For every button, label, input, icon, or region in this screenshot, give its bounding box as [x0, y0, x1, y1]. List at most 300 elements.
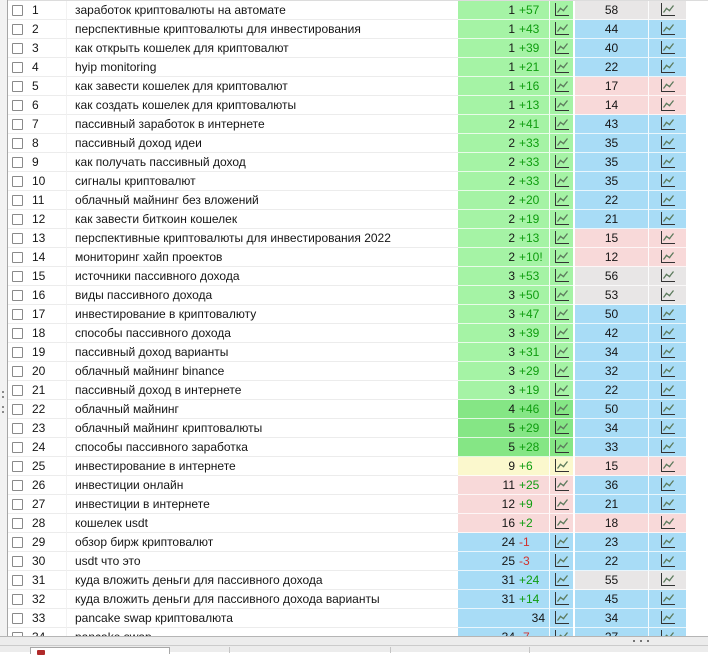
line-chart-icon[interactable]	[660, 478, 676, 492]
line-chart-icon[interactable]	[660, 440, 676, 454]
checkbox-cell	[8, 96, 28, 115]
table-row	[8, 39, 708, 58]
row-checkbox[interactable]	[12, 556, 23, 567]
position-history-cell[interactable]	[549, 571, 573, 590]
position-cell[interactable]	[458, 343, 549, 362]
position-history-cell[interactable]	[549, 1, 573, 20]
frequency-history-cell[interactable]	[648, 58, 686, 77]
line-chart-icon[interactable]	[660, 364, 676, 378]
line-chart-icon[interactable]	[554, 41, 570, 55]
keyword-label[interactable]: usdt что это	[66, 552, 458, 571]
position-history-cell[interactable]	[549, 191, 573, 210]
frequency-cell[interactable]: 35	[575, 134, 648, 153]
position-value: 4	[508, 402, 515, 416]
line-chart-icon[interactable]	[660, 3, 676, 17]
line-chart-icon[interactable]	[660, 41, 676, 55]
position-history-cell[interactable]	[549, 552, 573, 571]
position-value: 16	[501, 516, 515, 530]
row-checkbox[interactable]	[12, 43, 23, 54]
frequency-cell[interactable]: 36	[575, 476, 648, 495]
position-history-cell[interactable]	[549, 438, 573, 457]
position-value: 1	[508, 98, 515, 112]
line-chart-icon[interactable]	[660, 22, 676, 36]
position-cell[interactable]	[458, 381, 549, 400]
row-checkbox[interactable]	[12, 138, 23, 149]
keyword-label[interactable]: виды пассивного дохода	[66, 286, 458, 305]
line-chart-icon[interactable]	[554, 98, 570, 112]
position-history-cell[interactable]	[549, 115, 573, 134]
keyword-label[interactable]: как завести биткоин кошелек	[66, 210, 458, 229]
line-chart-icon[interactable]	[660, 60, 676, 74]
line-chart-icon[interactable]	[660, 535, 676, 549]
tab-divider	[390, 647, 391, 653]
line-chart-icon[interactable]	[554, 383, 570, 397]
line-chart-icon[interactable]	[554, 440, 570, 454]
row-number: 5	[28, 77, 66, 96]
line-chart-icon[interactable]	[554, 497, 570, 511]
line-chart-icon[interactable]	[660, 174, 676, 188]
row-checkbox[interactable]	[12, 309, 23, 320]
keyword-label[interactable]: pancake swap криптовалюта	[66, 609, 458, 628]
row-checkbox[interactable]	[12, 100, 23, 111]
frequency-cell[interactable]: 42	[575, 324, 648, 343]
keyword-label[interactable]: перспективные криптовалюты для инвестирования	[66, 20, 458, 39]
line-chart-icon[interactable]	[554, 535, 570, 549]
position-change: +19	[519, 383, 540, 397]
frequency-history-cell[interactable]	[648, 419, 686, 438]
keyword-label[interactable]: способы пассивного заработка	[66, 438, 458, 457]
position-history-cell[interactable]	[549, 457, 573, 476]
frequency-cell[interactable]: 15	[575, 229, 648, 248]
table-row	[8, 210, 708, 229]
keyword-label[interactable]: сигналы криптовалют	[66, 172, 458, 191]
frequency-history-cell[interactable]	[648, 476, 686, 495]
frequency-history-cell[interactable]	[648, 609, 686, 628]
row-checkbox[interactable]	[12, 347, 23, 358]
position-cell[interactable]	[458, 286, 549, 305]
position-history-cell[interactable]	[549, 381, 573, 400]
frequency-history-cell[interactable]	[648, 286, 686, 305]
keyword-label[interactable]: куда вложить деньги для пассивного дохода	[66, 571, 458, 590]
line-chart-icon[interactable]	[554, 611, 570, 625]
line-chart-icon[interactable]	[554, 79, 570, 93]
keyword-label[interactable]: инвестиции в интернете	[66, 495, 458, 514]
keyword-label[interactable]: облачный майнинг без вложений	[66, 191, 458, 210]
row-checkbox[interactable]	[12, 594, 23, 605]
frequency-history-cell[interactable]	[648, 191, 686, 210]
row-checkbox[interactable]	[12, 518, 23, 529]
frequency-cell[interactable]: 35	[575, 172, 648, 191]
row-checkbox[interactable]	[12, 119, 23, 130]
frequency-history-cell[interactable]	[648, 400, 686, 419]
row-number: 14	[28, 248, 66, 267]
position-value: 3	[508, 269, 515, 283]
keyword-label[interactable]: обзор бирж криптовалют	[66, 533, 458, 552]
line-chart-icon[interactable]	[554, 516, 570, 530]
line-chart-icon[interactable]	[554, 250, 570, 264]
keyword-label[interactable]: кошелек usdt	[66, 514, 458, 533]
row-checkbox[interactable]	[12, 385, 23, 396]
line-chart-icon[interactable]	[660, 231, 676, 245]
position-value: 3	[508, 383, 515, 397]
frequency-history-cell[interactable]	[648, 115, 686, 134]
line-chart-icon[interactable]	[660, 345, 676, 359]
frequency-cell[interactable]: 23	[575, 533, 648, 552]
position-cell[interactable]	[458, 571, 549, 590]
line-chart-icon[interactable]	[554, 402, 570, 416]
row-checkbox[interactable]	[12, 423, 23, 434]
keyword-label[interactable]: инвестирование в интернете	[66, 457, 458, 476]
position-history-cell[interactable]	[549, 305, 573, 324]
keyword-label[interactable]: пассивный доход варианты	[66, 343, 458, 362]
line-chart-icon[interactable]	[660, 383, 676, 397]
position-history-cell[interactable]	[549, 248, 573, 267]
keyword-label[interactable]: hyip monitoring	[66, 58, 458, 77]
position-history-cell[interactable]	[549, 229, 573, 248]
checkbox-cell	[8, 210, 28, 229]
position-change: +41	[519, 117, 540, 131]
frequency-cell[interactable]: 22	[575, 191, 648, 210]
checkbox-cell	[8, 571, 28, 590]
line-chart-icon[interactable]	[554, 3, 570, 17]
position-history-cell[interactable]	[549, 476, 573, 495]
position-cell[interactable]	[458, 172, 549, 191]
frequency-cell[interactable]: 55	[575, 571, 648, 590]
frequency-history-cell[interactable]	[648, 248, 686, 267]
keyword-label[interactable]: как получать пассивный доход	[66, 153, 458, 172]
line-chart-icon[interactable]	[554, 459, 570, 473]
frequency-cell[interactable]: 53	[575, 286, 648, 305]
frequency-cell[interactable]: 34	[575, 609, 648, 628]
position-history-cell[interactable]	[549, 609, 573, 628]
row-number: 2	[28, 20, 66, 39]
line-chart-icon[interactable]	[660, 98, 676, 112]
line-chart-icon[interactable]	[554, 573, 570, 587]
frequency-cell[interactable]: 15	[575, 457, 648, 476]
position-history-cell[interactable]	[549, 58, 573, 77]
frequency-cell[interactable]: 12	[575, 248, 648, 267]
line-chart-icon[interactable]	[660, 497, 676, 511]
splitter-grip-icon[interactable]	[2, 391, 4, 393]
keyword-label[interactable]: заработок криптовалюты на автомате	[66, 1, 458, 20]
line-chart-icon[interactable]	[660, 193, 676, 207]
line-chart-icon[interactable]	[660, 402, 676, 416]
line-chart-icon[interactable]	[554, 22, 570, 36]
frequency-history-cell[interactable]	[648, 20, 686, 39]
table-row	[8, 533, 708, 552]
position-history-cell[interactable]	[549, 267, 573, 286]
row-checkbox[interactable]	[12, 366, 23, 377]
line-chart-icon[interactable]	[660, 212, 676, 226]
line-chart-icon[interactable]	[554, 326, 570, 340]
frequency-cell[interactable]: 22	[575, 552, 648, 571]
position-history-cell[interactable]	[549, 400, 573, 419]
position-history-cell[interactable]	[549, 20, 573, 39]
frequency-history-cell[interactable]	[648, 324, 686, 343]
position-cell[interactable]	[458, 1, 549, 20]
position-cell[interactable]	[458, 115, 549, 134]
line-chart-icon[interactable]	[554, 288, 570, 302]
position-change: +29	[519, 364, 540, 378]
position-cell[interactable]	[458, 248, 549, 267]
position-cell[interactable]	[458, 229, 549, 248]
position-cell[interactable]	[458, 324, 549, 343]
position-history-cell[interactable]	[549, 134, 573, 153]
position-history-cell[interactable]	[549, 286, 573, 305]
position-cell[interactable]	[458, 438, 549, 457]
position-history-cell[interactable]	[549, 343, 573, 362]
line-chart-icon[interactable]	[660, 459, 676, 473]
keyword-label[interactable]: пассивный доход идеи	[66, 134, 458, 153]
row-checkbox[interactable]	[12, 404, 23, 415]
position-cell[interactable]	[458, 362, 549, 381]
table-row	[8, 400, 708, 419]
position-cell[interactable]	[458, 153, 549, 172]
table-row	[8, 324, 708, 343]
line-chart-icon[interactable]	[554, 212, 570, 226]
frequency-history-cell[interactable]	[648, 590, 686, 609]
position-cell[interactable]	[458, 267, 549, 286]
line-chart-icon[interactable]	[554, 117, 570, 131]
position-cell[interactable]	[458, 191, 549, 210]
row-checkbox[interactable]	[12, 442, 23, 453]
keyword-label[interactable]: способы пассивного дохода	[66, 324, 458, 343]
line-chart-icon[interactable]	[554, 193, 570, 207]
frequency-cell[interactable]: 21	[575, 495, 648, 514]
frequency-history-cell[interactable]	[648, 438, 686, 457]
line-chart-icon[interactable]	[554, 174, 570, 188]
row-checkbox[interactable]	[12, 328, 23, 339]
position-cell[interactable]	[458, 134, 549, 153]
position-cell[interactable]	[458, 533, 549, 552]
row-checkbox[interactable]	[12, 157, 23, 168]
line-chart-icon[interactable]	[660, 250, 676, 264]
position-history-cell[interactable]	[549, 96, 573, 115]
position-history-cell[interactable]	[549, 590, 573, 609]
line-chart-icon[interactable]	[554, 345, 570, 359]
line-chart-icon[interactable]	[554, 307, 570, 321]
keyword-label[interactable]: мониторинг хайп проектов	[66, 248, 458, 267]
active-sheet-tab[interactable]	[30, 647, 170, 654]
frequency-cell[interactable]: 21	[575, 210, 648, 229]
row-checkbox[interactable]	[12, 271, 23, 282]
line-chart-icon[interactable]	[660, 554, 676, 568]
keyword-label[interactable]: перспективные криптовалюты для инвестирования 2022	[66, 229, 458, 248]
frequency-cell[interactable]: 45	[575, 590, 648, 609]
keyword-label[interactable]: облачный майнинг binance	[66, 362, 458, 381]
keyword-label[interactable]: как создать кошелек для криптовалюты	[66, 96, 458, 115]
position-value: 11	[502, 478, 515, 492]
tab-divider	[229, 647, 230, 653]
frequency-history-cell[interactable]	[648, 153, 686, 172]
position-history-cell[interactable]	[549, 533, 573, 552]
line-chart-icon[interactable]	[660, 592, 676, 606]
line-chart-icon[interactable]	[660, 307, 676, 321]
row-checkbox[interactable]	[12, 81, 23, 92]
position-cell[interactable]	[458, 58, 549, 77]
row-checkbox[interactable]	[12, 62, 23, 73]
keyword-label[interactable]: как открыть кошелек для криптовалют	[66, 39, 458, 58]
line-chart-icon[interactable]	[660, 573, 676, 587]
line-chart-icon[interactable]	[660, 117, 676, 131]
line-chart-icon[interactable]	[660, 269, 676, 283]
frequency-history-cell[interactable]	[648, 267, 686, 286]
line-chart-icon[interactable]	[554, 592, 570, 606]
line-chart-icon[interactable]	[554, 478, 570, 492]
frequency-cell[interactable]: 35	[575, 153, 648, 172]
frequency-cell[interactable]: 40	[575, 39, 648, 58]
keyword-label[interactable]: как завести кошелек для криптовалют	[66, 77, 458, 96]
frequency-cell[interactable]: 14	[575, 96, 648, 115]
frequency-history-cell[interactable]	[648, 172, 686, 191]
position-history-cell[interactable]	[549, 362, 573, 381]
position-cell[interactable]	[458, 590, 549, 609]
line-chart-icon[interactable]	[554, 60, 570, 74]
position-history-cell[interactable]	[549, 153, 573, 172]
frequency-history-cell[interactable]	[648, 210, 686, 229]
frequency-history-cell[interactable]	[648, 514, 686, 533]
keyword-label[interactable]: источники пассивного дохода	[66, 267, 458, 286]
row-checkbox[interactable]	[12, 480, 23, 491]
frequency-history-cell[interactable]	[648, 305, 686, 324]
frequency-history-cell[interactable]	[648, 343, 686, 362]
row-checkbox[interactable]	[12, 537, 23, 548]
position-cell[interactable]	[458, 419, 549, 438]
frequency-cell[interactable]: 34	[575, 343, 648, 362]
position-cell[interactable]	[458, 476, 549, 495]
position-cell[interactable]	[458, 514, 549, 533]
line-chart-icon[interactable]	[554, 364, 570, 378]
position-cell[interactable]	[458, 96, 549, 115]
frequency-cell[interactable]: 33	[575, 438, 648, 457]
frequency-cell[interactable]: 43	[575, 115, 648, 134]
frequency-cell[interactable]: 58	[575, 1, 648, 20]
frequency-cell[interactable]: 32	[575, 362, 648, 381]
frequency-history-cell[interactable]	[648, 134, 686, 153]
frequency-cell[interactable]: 22	[575, 381, 648, 400]
frequency-cell[interactable]: 50	[575, 305, 648, 324]
line-chart-icon[interactable]	[554, 421, 570, 435]
line-chart-icon[interactable]	[660, 421, 676, 435]
position-cell[interactable]	[458, 77, 549, 96]
row-checkbox[interactable]	[12, 613, 23, 624]
line-chart-icon[interactable]	[554, 231, 570, 245]
frequency-cell[interactable]: 34	[575, 419, 648, 438]
keyword-label[interactable]: облачный майнинг	[66, 400, 458, 419]
frequency-cell[interactable]: 18	[575, 514, 648, 533]
line-chart-icon[interactable]	[660, 79, 676, 93]
row-checkbox[interactable]	[12, 195, 23, 206]
position-change: +2	[519, 516, 533, 530]
position-history-cell[interactable]	[549, 210, 573, 229]
position-cell[interactable]	[458, 609, 549, 628]
row-checkbox[interactable]	[12, 499, 23, 510]
frequency-cell[interactable]: 56	[575, 267, 648, 286]
position-history-cell[interactable]	[549, 495, 573, 514]
frequency-cell[interactable]: 17	[575, 77, 648, 96]
position-history-cell[interactable]	[549, 77, 573, 96]
position-value: 1	[508, 60, 515, 74]
position-change: +33	[519, 136, 540, 150]
frequency-history-cell[interactable]	[648, 362, 686, 381]
position-cell[interactable]	[458, 552, 549, 571]
line-chart-icon[interactable]	[660, 516, 676, 530]
line-chart-icon[interactable]	[660, 288, 676, 302]
frequency-history-cell[interactable]	[648, 1, 686, 20]
line-chart-icon[interactable]	[554, 554, 570, 568]
table-row	[8, 153, 708, 172]
row-checkbox[interactable]	[12, 290, 23, 301]
keyword-label[interactable]: облачный майнинг криптовалюты	[66, 419, 458, 438]
table-row	[8, 514, 708, 533]
frequency-history-cell[interactable]	[648, 552, 686, 571]
frequency-history-cell[interactable]	[648, 571, 686, 590]
keyword-label[interactable]: инвестиции онлайн	[66, 476, 458, 495]
position-cell[interactable]	[458, 305, 549, 324]
position-history-cell[interactable]	[549, 39, 573, 58]
keyword-label[interactable]: пассивный доход в интернете	[66, 381, 458, 400]
keyword-label[interactable]: куда вложить деньги для пассивного дохода варианты	[66, 590, 458, 609]
line-chart-icon[interactable]	[554, 269, 570, 283]
line-chart-icon[interactable]	[660, 611, 676, 625]
row-checkbox[interactable]	[12, 575, 23, 586]
position-change: +16	[519, 79, 540, 93]
frequency-history-cell[interactable]	[648, 381, 686, 400]
position-cell[interactable]	[458, 210, 549, 229]
position-history-cell[interactable]	[549, 324, 573, 343]
frequency-history-cell[interactable]	[648, 39, 686, 58]
line-chart-icon[interactable]	[554, 155, 570, 169]
row-checkbox[interactable]	[12, 5, 23, 16]
frequency-history-cell[interactable]	[648, 229, 686, 248]
position-history-cell[interactable]	[549, 419, 573, 438]
row-number: 1	[28, 1, 66, 20]
row-checkbox[interactable]	[12, 252, 23, 263]
frequency-history-cell[interactable]	[648, 533, 686, 552]
line-chart-icon[interactable]	[660, 136, 676, 150]
line-chart-icon[interactable]	[660, 155, 676, 169]
table-row	[8, 286, 708, 305]
frequency-history-cell[interactable]	[648, 495, 686, 514]
position-cell[interactable]	[458, 20, 549, 39]
frequency-history-cell[interactable]	[648, 457, 686, 476]
position-history-cell[interactable]	[549, 514, 573, 533]
position-cell[interactable]	[458, 39, 549, 58]
frequency-cell[interactable]: 50	[575, 400, 648, 419]
keyword-label[interactable]: пассивный заработок в интернете	[66, 115, 458, 134]
checkbox-cell	[8, 400, 28, 419]
row-checkbox[interactable]	[12, 233, 23, 244]
row-checkbox[interactable]	[12, 214, 23, 225]
keyword-label[interactable]: инвестирование в криптовалюту	[66, 305, 458, 324]
frequency-cell[interactable]: 22	[575, 58, 648, 77]
row-checkbox[interactable]	[12, 461, 23, 472]
frequency-cell[interactable]: 44	[575, 20, 648, 39]
position-cell[interactable]	[458, 400, 549, 419]
row-number: 10	[28, 172, 66, 191]
position-history-cell[interactable]	[549, 172, 573, 191]
position-cell[interactable]	[458, 495, 549, 514]
position-cell[interactable]	[458, 457, 549, 476]
row-checkbox[interactable]	[12, 24, 23, 35]
frequency-history-cell[interactable]	[648, 96, 686, 115]
line-chart-icon[interactable]	[554, 136, 570, 150]
more-handle[interactable]	[633, 640, 635, 642]
left-gutter	[0, 0, 8, 636]
row-checkbox[interactable]	[12, 176, 23, 187]
line-chart-icon[interactable]	[660, 326, 676, 340]
frequency-history-cell[interactable]	[648, 77, 686, 96]
